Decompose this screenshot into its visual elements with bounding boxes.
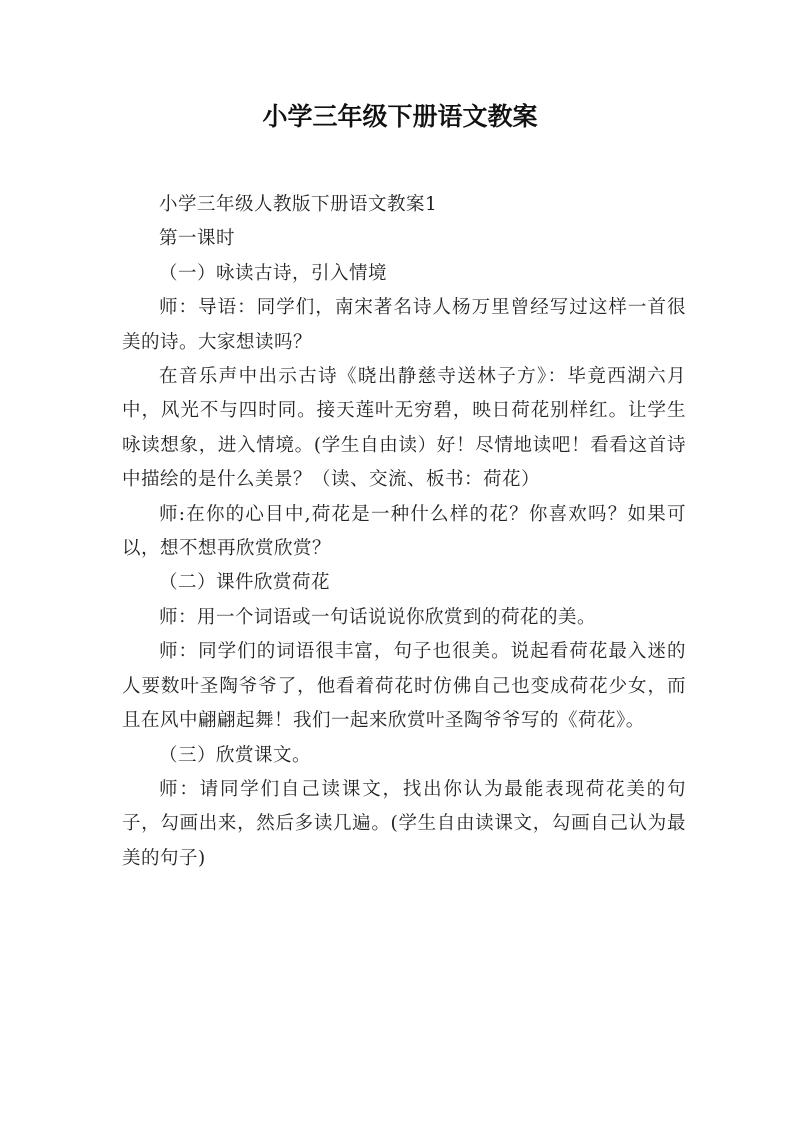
paragraph-poem-display: 在音乐声中出示古诗《晓出静慈寺送林子方》：毕竟西湖六月中，风光不与四时同。接天莲叶无穷碧，映日荷花别样红。让学生咏读想象，进入情境。(学生自由读）好！尽情地读吧！看看这首诗中描绘的是什么美景？（读、交流、板书：荷花） — [122, 366, 686, 491]
paragraph-subheading-2: （二）课件欣赏荷花 — [159, 572, 331, 594]
paragraph-teacher-reading-task: 师：请同学们自己读课文，找出你认为最能表现荷花美的句子，勾画出来，然后多读几遍。(学生自由读课文，勾画自己认为最美的句子) — [122, 778, 686, 869]
paragraph-teacher-transition: 师：同学们的词语很丰富，句子也很美。说起看荷花最入迷的人要数叶圣陶爷爷了，他看着荷花时仿佛自己也变成荷花少女，而且在风中翩翩起舞！我们一起来欣赏叶圣陶爷爷写的《荷花》。 — [122, 641, 686, 732]
paragraph-section-heading: 小学三年级人教版下册语文教案1 — [159, 194, 438, 215]
paragraph-subheading-3: （三）欣赏课文。 — [159, 744, 312, 766]
document-title: 小学三年级下册语文教案 — [262, 102, 538, 131]
paragraph-lesson-period: 第一课时 — [159, 228, 236, 250]
paragraph-teacher-intro: 师：导语：同学们，南宋著名诗人杨万里曾经写过这样一首很美的诗。大家想读吗？ — [122, 297, 686, 353]
document-body — [122, 188, 686, 876]
paragraph-teacher-prompt: 师：用一个词语或一句话说说你欣赏到的荷花的美。 — [159, 606, 597, 628]
paragraph-subheading-1: （一）咏读古诗，引入情境 — [159, 262, 388, 284]
paragraph-teacher-question: 师:在你的心目中,荷花是一种什么样的花？你喜欢吗？如果可以，想不想再欣赏欣赏？ — [122, 503, 686, 560]
